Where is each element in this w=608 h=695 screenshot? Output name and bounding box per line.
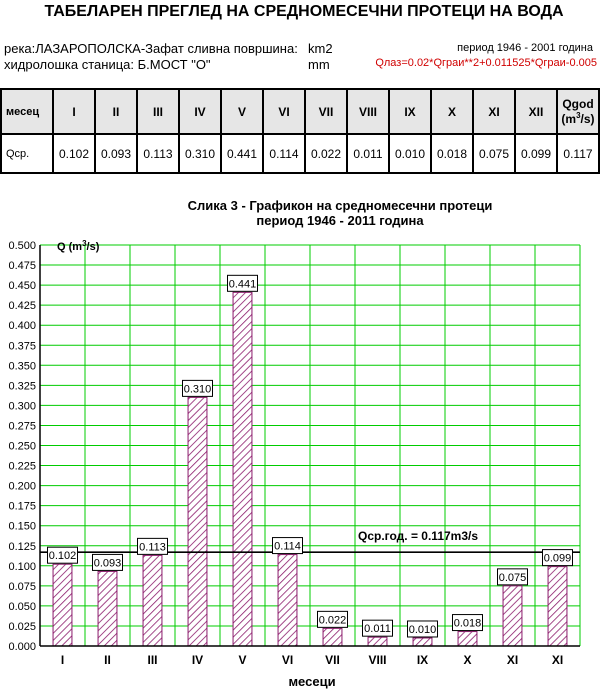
table-cell: 0.113 [137,134,179,173]
station-info: хидролошка станица: Б.МОСТ "О" [4,57,211,72]
data-label: 0.075 [498,571,527,584]
table-cell: 0.022 [305,134,347,173]
x-tick-label: IV [191,653,204,667]
data-label: 0.018 [453,617,482,630]
data-label: 0.011 [364,623,391,636]
chart-subtitle: период 1946 - 2011 година [256,213,424,228]
table-month-header: IV [179,89,221,134]
y-tick-label: 0.325 [8,380,36,393]
bar [368,637,387,646]
qgod-unit-b: /s) [580,112,595,126]
bar [458,632,477,646]
table-cell: 0.099 [515,134,557,173]
bar [548,567,567,646]
y-tick-label: 0.175 [8,500,36,513]
y-tick-label: 0.350 [8,360,36,373]
y-tick-label: 0.000 [8,641,36,653]
y-tick-label: 0.125 [8,540,36,553]
bar [233,292,252,646]
table-cell: 0.011 [347,134,389,173]
y-tick-label: 0.075 [8,580,36,593]
station-unit: mm [308,57,330,72]
bar [503,586,522,646]
y-tick-label: 0.025 [8,620,36,633]
x-tick-label: III [147,653,158,667]
formula-info: Qлаз=0.02*Qграи**2+0.011525*Qграи-0.005 [375,57,597,69]
bar [98,571,117,646]
table-cell: 0.310 [179,134,221,173]
page-title: ТАБЕЛАРЕН ПРЕГЛЕД НА СРЕДНОМЕСЕЧНИ ПРОТЕЦИ НА ВОДА [44,3,564,20]
x-tick-label: IX [416,653,429,667]
table-qgod-cell: 0.117 [557,134,599,173]
y-tick-label: 0.100 [8,560,36,573]
bar [278,555,297,646]
bar [188,397,207,646]
table-month-header: XI [473,89,515,134]
x-tick-label: V [238,653,247,667]
bar [413,638,432,646]
y-tick-label: 0.500 [8,240,36,252]
table-cell: 0.093 [95,134,137,173]
chart-title: Слика 3 - Графикон на средномесечни протеци [187,198,493,213]
x-tick-label: X [463,653,472,667]
data-label: 0.093 [93,557,122,570]
table-month-header: VI [263,89,305,134]
table-cell: 0.018 [431,134,473,173]
table-month-header: VII [305,89,347,134]
river-info: река:ЛАЗАРОПОЛСКА-Зафат сливна површина: [4,41,298,56]
y-tick-label: 0.300 [8,400,36,413]
table-month-header: V [221,89,263,134]
y-tick-label: 0.475 [8,260,36,273]
period-info: период 1946 - 2001 година [457,42,593,54]
y-tick-label: 0.425 [8,300,36,313]
data-label: 0.010 [408,623,437,636]
table-month-header: III [137,89,179,134]
y-tick-label: 0.250 [8,440,36,453]
data-label: 0.310 [183,383,212,396]
y-tick-label: 0.400 [8,320,36,333]
y-tick-label: 0.375 [8,340,36,353]
data-label: 0.099 [543,552,572,565]
qgod-unit-a: (m [561,112,577,126]
data-label: 0.022 [318,614,347,627]
table-row-header: месец [1,89,53,134]
y-tick-label: 0.225 [8,460,36,473]
table-month-header: I [53,89,95,134]
table-month-header: X [431,89,473,134]
table-cell: 0.441 [221,134,263,173]
y-axis-label: Q $(m^3/s)$ [57,239,100,253]
table-month-header: XII [515,89,557,134]
data-label: 0.441 [228,278,257,291]
x-axis-label: месеци [288,674,336,689]
table-cell: 0.102 [53,134,95,173]
bar [53,564,72,646]
table-cell: 0.114 [263,134,305,173]
mean-label: Qср.год. = 0.117m3/s [357,529,479,544]
table-row-label: Qср. [1,134,53,173]
table-month-header: VIII [347,89,389,134]
y-tick-label: 0.275 [8,420,36,433]
y-tick-label: 0.450 [8,280,36,293]
y-tick-label: 0.050 [8,600,36,613]
bar [323,628,342,646]
table-month-header: IX [389,89,431,134]
y-tick-label: 0.150 [8,520,36,533]
x-tick-label: I [60,653,65,667]
x-tick-label: XI [551,653,564,667]
table-cell: 0.075 [473,134,515,173]
data-label: 0.113 [139,541,166,554]
x-tick-label: II [104,653,111,667]
x-tick-label: VI [281,653,294,667]
qgod-label: Qgod [562,97,594,111]
qgod-unit-sup: 3 [576,111,581,120]
table-cell: 0.010 [389,134,431,173]
x-tick-label: VII [325,653,340,667]
bar [143,555,162,646]
data-label: 0.114 [274,540,301,553]
y-tick-label: 0.200 [8,480,36,493]
table-month-header: II [95,89,137,134]
data-label: 0.102 [48,550,77,563]
x-tick-label: XI [506,653,519,667]
area-unit: km2 [308,41,333,56]
x-tick-label: VIII [368,653,387,667]
